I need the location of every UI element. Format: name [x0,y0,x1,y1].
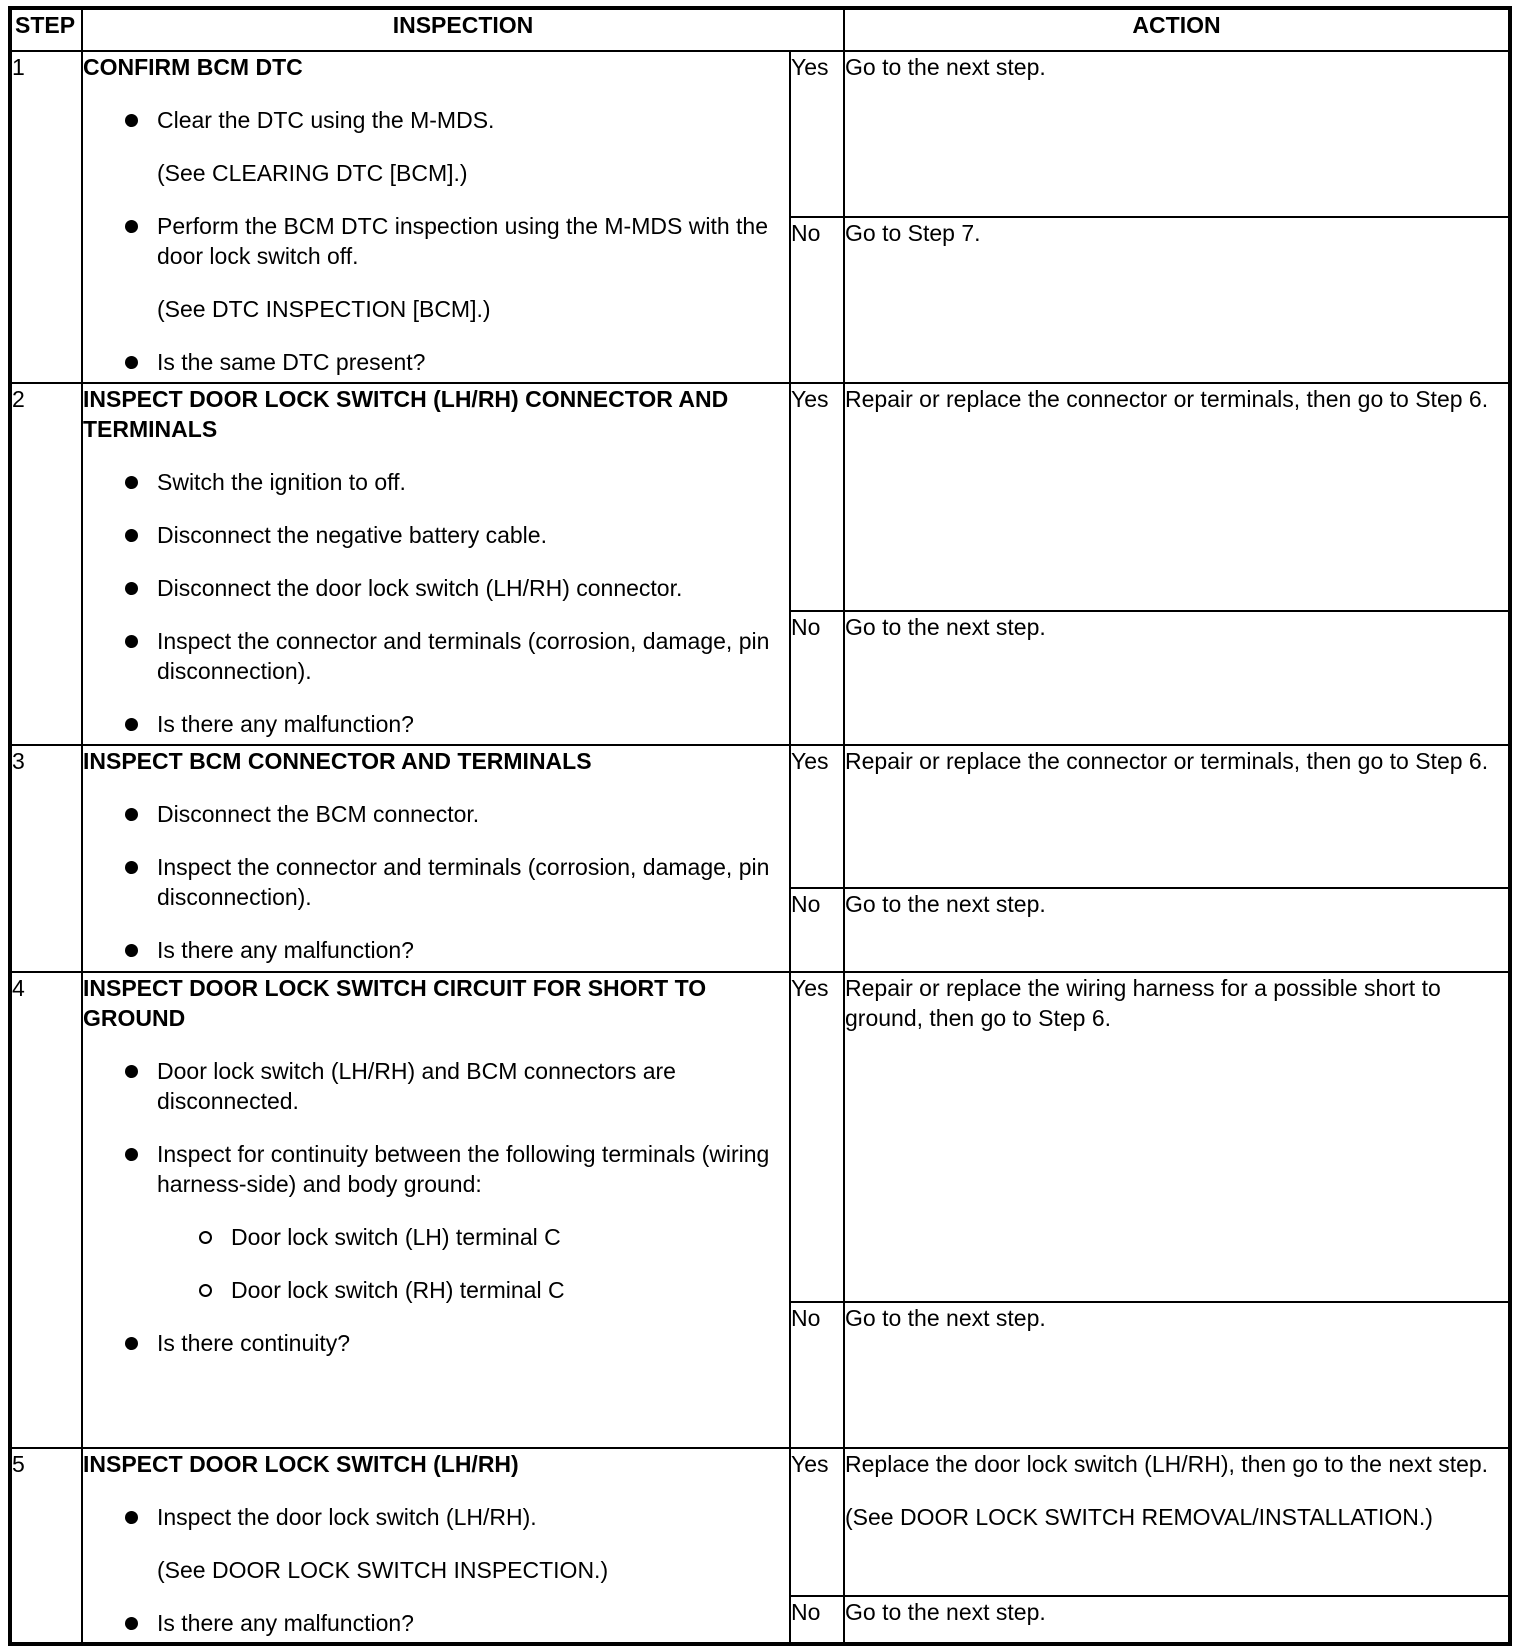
bullet-text: Inspect the connector and terminals (corrosion, damage, pin disconnection). [157,628,770,684]
bullet-text: Disconnect the negative battery cable. [157,522,547,548]
action-text: Go to the next step. [845,1599,1046,1625]
bullet-dot-icon [125,476,138,489]
inspection-bullet-item [83,1139,789,1199]
inspection-cell [82,1448,790,1644]
inspection-bullet-item [83,573,789,603]
yes-action [844,1448,1510,1596]
bullet-text: Is there any malfunction? [157,711,414,737]
bullet-text: Door lock switch (LH/RH) and BCM connectors are disconnected. [157,1058,676,1114]
reference-note: (See DTC INSPECTION [BCM].) [157,296,491,322]
no-action [844,611,1510,745]
bullet-text: Is there any malfunction? [157,937,414,963]
action-text: Replace the door lock switch (LH/RH), then go to the next step. [845,1451,1489,1477]
action-text: Repair or replace the connector or terminals, then go to Step 6. [845,386,1489,412]
action-text: Go to the next step. [845,54,1046,80]
step-number: 1 [10,51,82,383]
step-row-yes [10,51,1510,217]
bullet-text: Disconnect the BCM connector. [157,801,480,827]
yes-label: Yes [790,745,844,888]
step-row-yes [10,745,1510,888]
circle-bullet-icon [199,1284,212,1297]
inspection-bullet-item [83,852,789,912]
no-action [844,1302,1510,1448]
inspection-cell [82,745,790,972]
inspection-bullet-item [83,467,789,497]
no-action [844,217,1510,383]
inspection-title: CONFIRM BCM DTC [83,54,303,80]
bullet-text: Switch the ignition to off. [157,469,406,495]
inspection-cell [82,972,790,1448]
inspection-bullet-item [83,1328,789,1358]
inspection-bullet-item [83,935,789,965]
action-text: (See DOOR LOCK SWITCH REMOVAL/INSTALLATION.) [845,1504,1433,1530]
bullet-dot-icon [125,1337,138,1350]
no-action [844,888,1510,972]
diagnostic-procedure-sheet [8,6,1508,1636]
header-action: ACTION [844,8,1510,51]
steps-body [10,51,1510,1644]
yes-label: Yes [790,51,844,217]
header-inspection: INSPECTION [82,8,844,51]
inspection-bullet-item [83,1502,789,1532]
bullet-text: Is there any malfunction? [157,1610,414,1636]
inspection-sub-item [83,1275,789,1305]
step-row-yes [10,1448,1510,1596]
bullet-dot-icon [125,718,138,731]
bullet-text: Inspect for continuity between the following terminals (wiring harness-side) and body ground: [157,1141,770,1197]
reference-note: (See CLEARING DTC [BCM].) [157,160,468,186]
bullet-dot-icon [125,1148,138,1161]
yes-action [844,745,1510,888]
bullet-text: Perform the BCM DTC inspection using the M-MDS with the door lock switch off. [157,213,768,269]
bullet-dot-icon [125,1617,138,1630]
sub-item-text: Door lock switch (LH) terminal C [231,1224,561,1250]
sub-item-text: Door lock switch (RH) terminal C [231,1277,565,1303]
bullet-dot-icon [125,529,138,542]
action-text: Go to Step 7. [845,220,981,246]
bullet-text: Inspect the door lock switch (LH/RH). [157,1504,537,1530]
no-label: No [790,217,844,383]
action-text: Go to the next step. [845,891,1046,917]
inspection-title: INSPECT DOOR LOCK SWITCH CIRCUIT FOR SHORT TO GROUND [83,975,707,1031]
reference-note: (See DOOR LOCK SWITCH INSPECTION.) [157,1557,609,1583]
step-number: 3 [10,745,82,972]
yes-action [844,383,1510,611]
inspection-cell [82,51,790,383]
bullet-text: Is the same DTC present? [157,349,426,375]
bullet-dot-icon [125,944,138,957]
action-text: Repair or replace the wiring harness for a possible short to ground, then go to Step 6. [845,975,1441,1031]
inspection-bullet-item [83,799,789,829]
yes-label: Yes [790,383,844,611]
bullet-dot-icon [125,808,138,821]
step-number: 4 [10,972,82,1448]
no-label: No [790,888,844,972]
inspection-bullet-item [83,520,789,550]
inspection-bullet-item [83,626,789,686]
bullet-text: Is there continuity? [157,1330,351,1356]
bullet-dot-icon [125,1511,138,1524]
inspection-cell [82,383,790,745]
bullet-text: Disconnect the door lock switch (LH/RH) connector. [157,575,683,601]
bullet-dot-icon [125,356,138,369]
yes-action [844,972,1510,1302]
circle-bullet-icon [199,1231,212,1244]
inspection-title: INSPECT DOOR LOCK SWITCH (LH/RH) CONNECTOR AND TERMINALS [83,386,729,442]
header-step: STEP [10,8,82,51]
bullet-dot-icon [125,220,138,233]
diagnostic-procedure-table [8,6,1512,1646]
step-row-yes [10,972,1510,1302]
no-label: No [790,1302,844,1448]
yes-label: Yes [790,1448,844,1596]
bullet-dot-icon [125,114,138,127]
bullet-dot-icon [125,635,138,648]
no-label: No [790,1596,844,1644]
step-number: 5 [10,1448,82,1644]
step-row-yes [10,383,1510,611]
no-label: No [790,611,844,745]
bullet-dot-icon [125,1065,138,1078]
action-text: Go to the next step. [845,1305,1046,1331]
inspection-bullet-item [83,1056,789,1116]
table-header-row [10,8,1510,51]
bullet-text: Clear the DTC using the M-MDS. [157,107,495,133]
action-text: Go to the next step. [845,614,1046,640]
bullet-dot-icon [125,582,138,595]
inspection-bullet-item [83,709,789,739]
inspection-sub-item [83,1222,789,1252]
inspection-bullet-item [83,347,789,377]
yes-label: Yes [790,972,844,1302]
action-text: Repair or replace the connector or terminals, then go to Step 6. [845,748,1489,774]
yes-action [844,51,1510,217]
inspection-title: INSPECT DOOR LOCK SWITCH (LH/RH) [83,1451,519,1477]
bullet-dot-icon [125,861,138,874]
inspection-bullet-item [83,105,789,135]
bullet-text: Inspect the connector and terminals (corrosion, damage, pin disconnection). [157,854,770,910]
inspection-title: INSPECT BCM CONNECTOR AND TERMINALS [83,748,592,774]
inspection-bullet-item [83,211,789,271]
no-action [844,1596,1510,1644]
step-number: 2 [10,383,82,745]
inspection-bullet-item [83,1608,789,1638]
